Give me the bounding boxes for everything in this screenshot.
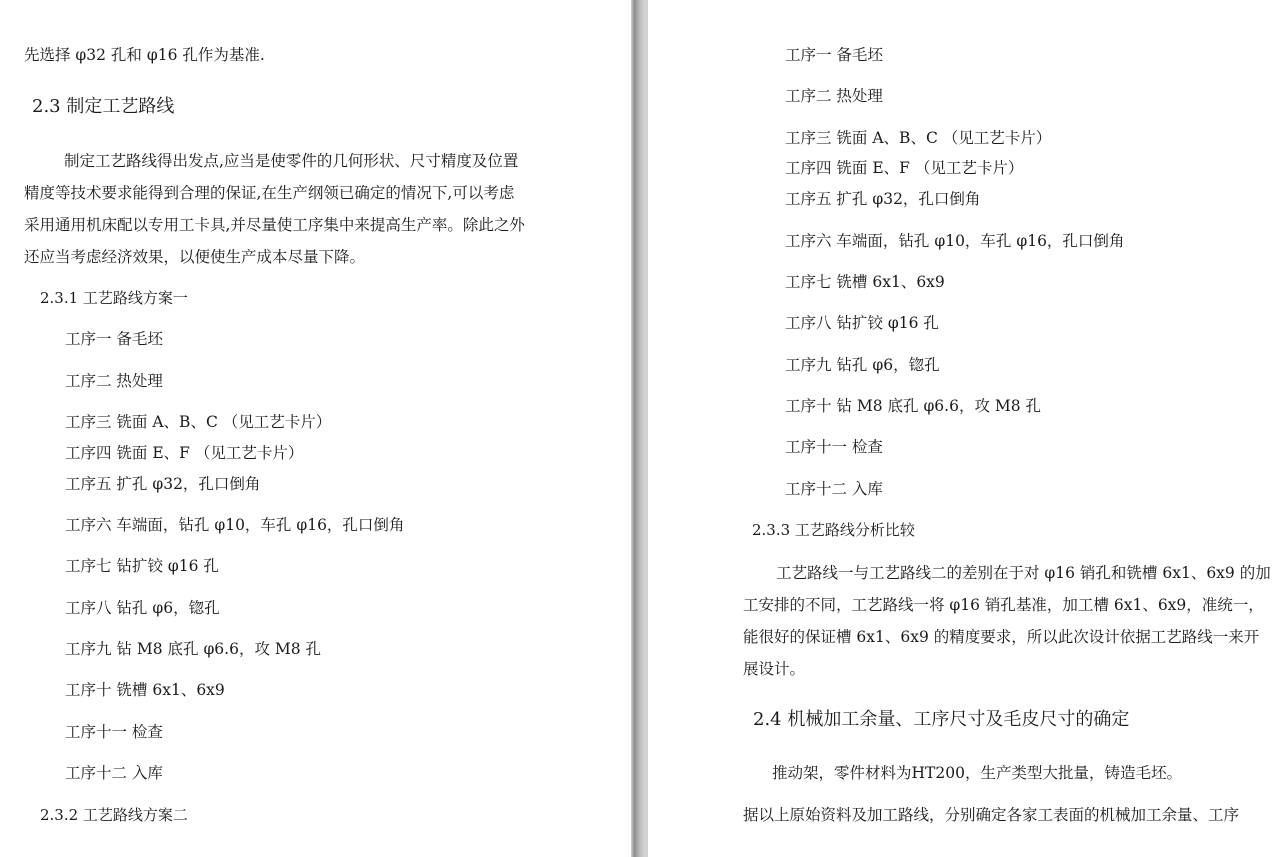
process-step: 工序一 备毛坯	[785, 46, 883, 64]
process-step: 工序十二 入库	[785, 480, 883, 498]
process-step: 工序七 铣槽 6x1、6x9	[785, 273, 945, 291]
process-step: 工序四 铣面 E、F （见工艺卡片）	[65, 444, 304, 462]
process-step: 工序五 扩孔 φ32，孔口倒角	[785, 190, 981, 208]
process-step: 工序二 热处理	[785, 87, 883, 105]
process-step: 工序三 铣面 A、B、C （见工艺卡片）	[785, 129, 1052, 147]
paragraph-line: 精度等技术要求能得到合理的保证,在生产纲领已确定的情况下,可以考虑	[24, 184, 515, 202]
document-page-right	[648, 0, 1281, 857]
process-step: 工序五 扩孔 φ32，孔口倒角	[65, 475, 261, 493]
process-step: 工序六 车端面，钻孔 φ10，车孔 φ16，孔口倒角	[785, 232, 1125, 250]
process-step: 工序一 备毛坯	[65, 330, 163, 348]
paragraph-line: 采用通用机床配以专用工卡具,并尽量使工序集中来提高生产率。除此之外	[24, 216, 525, 234]
document-page-left	[0, 0, 631, 857]
paragraph-line: 还应当考虑经济效果，以便使生产成本尽量下降。	[24, 248, 366, 266]
section-heading-2-3-3: 2.3.3 工艺路线分析比较	[752, 521, 915, 539]
process-step: 工序十一 检查	[65, 723, 163, 741]
process-step: 工序九 钻孔 φ6，锪孔	[785, 356, 940, 374]
page-gutter	[631, 0, 648, 857]
section-heading-2-3-2: 2.3.2 工艺路线方案二	[40, 806, 188, 824]
section-heading-2-4: 2.4 机械加工余量、工序尺寸及毛皮尺寸的确定	[753, 709, 1130, 730]
paragraph-line: 工艺路线一与工艺路线二的差别在于对 φ16 销孔和铣槽 6x1、6x9 的加	[776, 564, 1271, 582]
paragraph-line: 推动架，零件材料为HT200，生产类型大批量，铸造毛坯。	[772, 764, 1182, 782]
process-step: 工序十 钻 M8 底孔 φ6.6，攻 M8 孔	[785, 397, 1042, 415]
process-step: 工序四 铣面 E、F （见工艺卡片）	[785, 159, 1024, 177]
paragraph-line: 据以上原始资料及加工路线，分别确定各家工表面的机械加工余量、工序	[743, 806, 1240, 824]
process-step: 工序八 钻扩铰 φ16 孔	[785, 314, 939, 332]
paragraph-line: 展设计。	[743, 660, 806, 678]
process-step: 工序十 铣槽 6x1、6x9	[65, 681, 225, 699]
paragraph-line: 能很好的保证槽 6x1、6x9 的精度要求，所以此次设计依据工艺路线一来开	[743, 628, 1260, 646]
process-step: 工序七 钻扩铰 φ16 孔	[65, 557, 219, 575]
paragraph-line: 制定工艺路线得出发点,应当是使零件的几何形状、尺寸精度及位置	[64, 152, 519, 170]
paragraph-line: 工安排的不同，工艺路线一将 φ16 销孔基准，加工槽 6x1、6x9，准统一，	[743, 596, 1264, 614]
section-heading-2-3: 2.3 制定工艺路线	[32, 96, 175, 117]
process-step: 工序十二 入库	[65, 764, 163, 782]
process-step: 工序三 铣面 A、B、C （见工艺卡片）	[65, 413, 332, 431]
process-step: 工序二 热处理	[65, 372, 163, 390]
process-step: 工序十一 检查	[785, 438, 883, 456]
process-step: 工序六 车端面，钻孔 φ10，车孔 φ16，孔口倒角	[65, 516, 405, 534]
intro-line: 先选择 φ32 孔和 φ16 孔作为基准.	[24, 46, 265, 64]
process-step: 工序九 钻 M8 底孔 φ6.6，攻 M8 孔	[65, 640, 322, 658]
section-heading-2-3-1: 2.3.1 工艺路线方案一	[40, 289, 188, 307]
process-step: 工序八 钻孔 φ6，锪孔	[65, 599, 220, 617]
